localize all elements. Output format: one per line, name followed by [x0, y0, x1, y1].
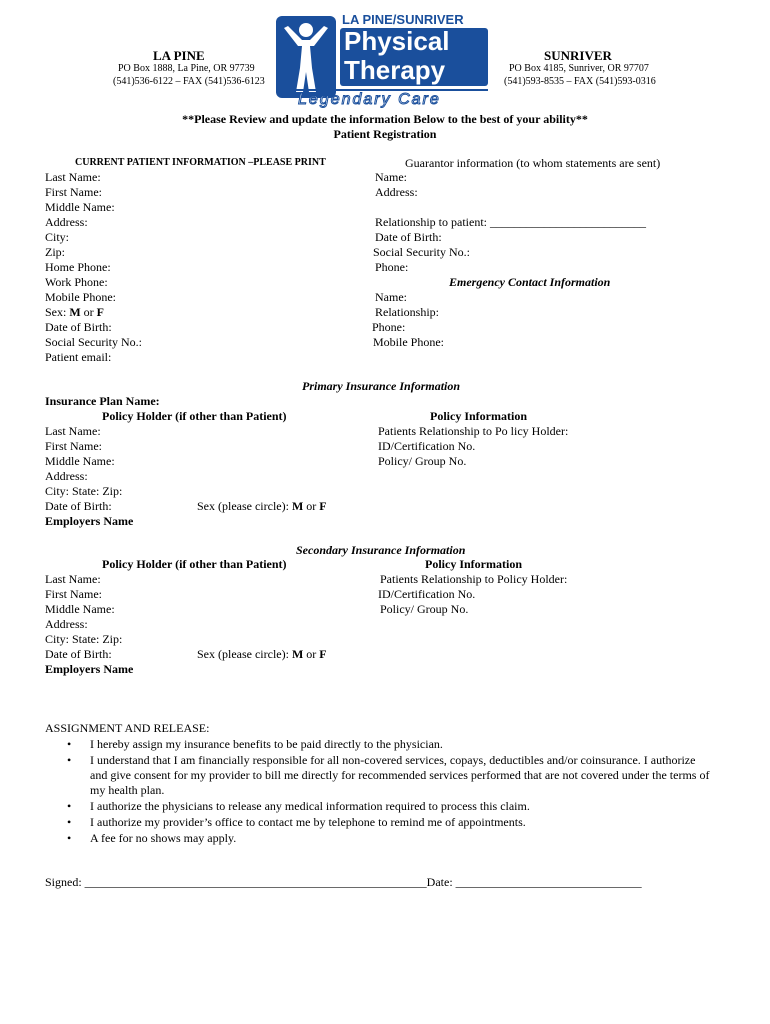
sex-option-f[interactable]: F	[96, 305, 105, 319]
patient-address[interactable]: Address:	[45, 215, 88, 229]
sex-or: or	[303, 499, 320, 513]
primary-insurance-heading: Primary Insurance Information	[302, 379, 461, 393]
primary-last-name[interactable]: Last Name:	[45, 424, 101, 438]
sex-option-m[interactable]: M	[291, 499, 304, 513]
logo-therapy: Therapy	[344, 55, 446, 85]
secondary-group[interactable]: Policy/ Group No.	[380, 602, 469, 616]
logo-physical: Physical	[344, 26, 450, 56]
sex-option-f[interactable]: F	[319, 499, 327, 513]
patient-dob[interactable]: Date of Birth:	[45, 320, 112, 334]
secondary-holder-heading: Policy Holder (if other than Patient)	[102, 557, 287, 571]
assignment-heading: ASSIGNMENT AND RELEASE:	[45, 721, 210, 735]
primary-policy-fields	[378, 424, 568, 469]
emergency-name[interactable]: Name:	[375, 290, 407, 304]
assignment-item: • I understand that I am financially responsible for all non-covered services, copays, deductibles and/or coinsurance. I authorize and give consent for my provider to bill me directly for recommended services performed that are not covered under the terms of my health plan.	[45, 753, 715, 798]
logo-tagline: Legendary Care	[298, 91, 441, 108]
guarantor-address[interactable]: Address:	[375, 185, 418, 199]
page-title: Patient Registration	[333, 127, 437, 141]
sex-label: Sex (please circle):	[197, 499, 292, 513]
patient-info-fields	[45, 170, 142, 365]
primary-city-state-zip[interactable]: City: State: Zip:	[45, 484, 123, 498]
primary-policy-heading: Policy Information	[430, 409, 527, 423]
guarantor-relationship[interactable]: Relationship to patient: __________________________	[375, 215, 646, 229]
la-pine-address: PO Box 1888, La Pine, OR 97739	[118, 63, 255, 74]
secondary-last-name[interactable]: Last Name:	[45, 572, 101, 586]
primary-relationship[interactable]: Patients Relationship to Po licy Holder:	[378, 424, 569, 438]
guarantor-phone[interactable]: Phone:	[375, 260, 409, 274]
patient-work-phone[interactable]: Work Phone:	[45, 275, 108, 289]
sex-label: Sex (please circle):	[197, 647, 292, 661]
person-figure-icon	[276, 16, 336, 98]
secondary-middle-name[interactable]: Middle Name:	[45, 602, 115, 616]
sunriver-phone: (541)593-8535 – FAX (541)593-0316	[504, 76, 656, 87]
patient-zip[interactable]: Zip:	[45, 245, 65, 259]
emergency-relationship[interactable]: Relationship:	[375, 305, 439, 319]
insurance-plan-name[interactable]: Insurance Plan Name:	[45, 394, 160, 408]
secondary-employers[interactable]: Employers Name	[45, 662, 134, 676]
emergency-phone[interactable]: Phone:	[372, 320, 406, 334]
assignment-item: • I hereby assign my insurance benefits to be paid directly to the physician.	[45, 737, 715, 752]
patient-sex[interactable]	[45, 305, 142, 320]
secondary-relationship[interactable]: Patients Relationship to Policy Holder:	[380, 572, 568, 586]
sex-option-m[interactable]: M	[291, 647, 304, 661]
sex-or: or	[303, 647, 320, 661]
sex-option-f[interactable]: F	[319, 647, 327, 661]
patient-email[interactable]: Patient email:	[45, 350, 112, 364]
primary-id-cert[interactable]: ID/Certification No.	[378, 439, 476, 453]
la-pine-title: LA PINE	[153, 48, 205, 63]
assignment-item: • I authorize my provider’s office to contact me by telephone to remind me of appointments.	[45, 815, 715, 830]
sex-or: or	[80, 305, 97, 319]
primary-dob[interactable]: Date of Birth:	[45, 499, 112, 513]
patient-first-name[interactable]: First Name:	[45, 185, 102, 199]
emergency-fields	[372, 290, 444, 350]
la-pine-phone: (541)536-6122 – FAX (541)536-6123	[113, 76, 265, 87]
clinic-logo	[276, 12, 488, 110]
patient-mobile-phone[interactable]: Mobile Phone:	[45, 290, 116, 304]
secondary-address[interactable]: Address:	[45, 617, 88, 631]
review-notice: **Please Review and update the information Below to the best of your ability**	[182, 112, 588, 126]
primary-middle-name[interactable]: Middle Name:	[45, 454, 115, 468]
assignment-item: • A fee for no shows may apply.	[45, 831, 715, 846]
assignment-list	[45, 737, 715, 846]
guarantor-dob[interactable]: Date of Birth:	[375, 230, 442, 244]
patient-info-heading: CURRENT PATIENT INFORMATION –PLEASE PRINT	[75, 157, 326, 168]
signature-line[interactable]: Signed: _________________________________________________________Date: _______________________________	[45, 875, 642, 889]
secondary-sex[interactable]	[197, 647, 327, 662]
patient-last-name[interactable]: Last Name:	[45, 170, 101, 184]
primary-group[interactable]: Policy/ Group No.	[378, 454, 467, 468]
secondary-city-state-zip[interactable]: City: State: Zip:	[45, 632, 123, 646]
primary-holder-heading: Policy Holder (if other than Patient)	[102, 409, 287, 423]
guarantor-ssn[interactable]: Social Security No.:	[373, 245, 470, 259]
sunriver-address: PO Box 4185, Sunriver, OR 97707	[509, 63, 649, 74]
patient-middle-name[interactable]: Middle Name:	[45, 200, 115, 214]
patient-city[interactable]: City:	[45, 230, 70, 244]
secondary-first-name[interactable]: First Name:	[45, 587, 102, 601]
logo-top-text: LA PINE/SUNRIVER	[342, 12, 464, 27]
patient-home-phone[interactable]: Home Phone:	[45, 260, 111, 274]
guarantor-fields	[375, 170, 418, 200]
guarantor-fields-2	[375, 215, 646, 275]
guarantor-name[interactable]: Name:	[375, 170, 407, 184]
secondary-insurance-heading: Secondary Insurance Information	[296, 543, 466, 557]
sex-option-m[interactable]: M	[69, 305, 81, 319]
secondary-id-cert[interactable]: ID/Certification No.	[378, 587, 476, 601]
primary-sex[interactable]	[197, 499, 327, 514]
assignment-item: • I authorize the physicians to release any medical information required to process this claim.	[45, 799, 715, 814]
primary-holder-fields	[45, 424, 133, 529]
sex-label: Sex:	[45, 305, 70, 319]
primary-employers[interactable]: Employers Name	[45, 514, 134, 528]
secondary-holder-fields	[45, 572, 133, 677]
emergency-heading: Emergency Contact Information	[449, 275, 611, 289]
primary-address[interactable]: Address:	[45, 469, 88, 483]
guarantor-heading: Guarantor information (to whom statements are sent)	[405, 156, 661, 170]
secondary-policy-fields	[380, 572, 567, 617]
secondary-policy-heading: Policy Information	[425, 557, 522, 571]
patient-ssn[interactable]: Social Security No.:	[45, 335, 142, 349]
secondary-dob[interactable]: Date of Birth:	[45, 647, 112, 661]
primary-first-name[interactable]: First Name:	[45, 439, 102, 453]
sunriver-title: SUNRIVER	[544, 48, 612, 63]
emergency-mobile[interactable]: Mobile Phone:	[373, 335, 444, 349]
